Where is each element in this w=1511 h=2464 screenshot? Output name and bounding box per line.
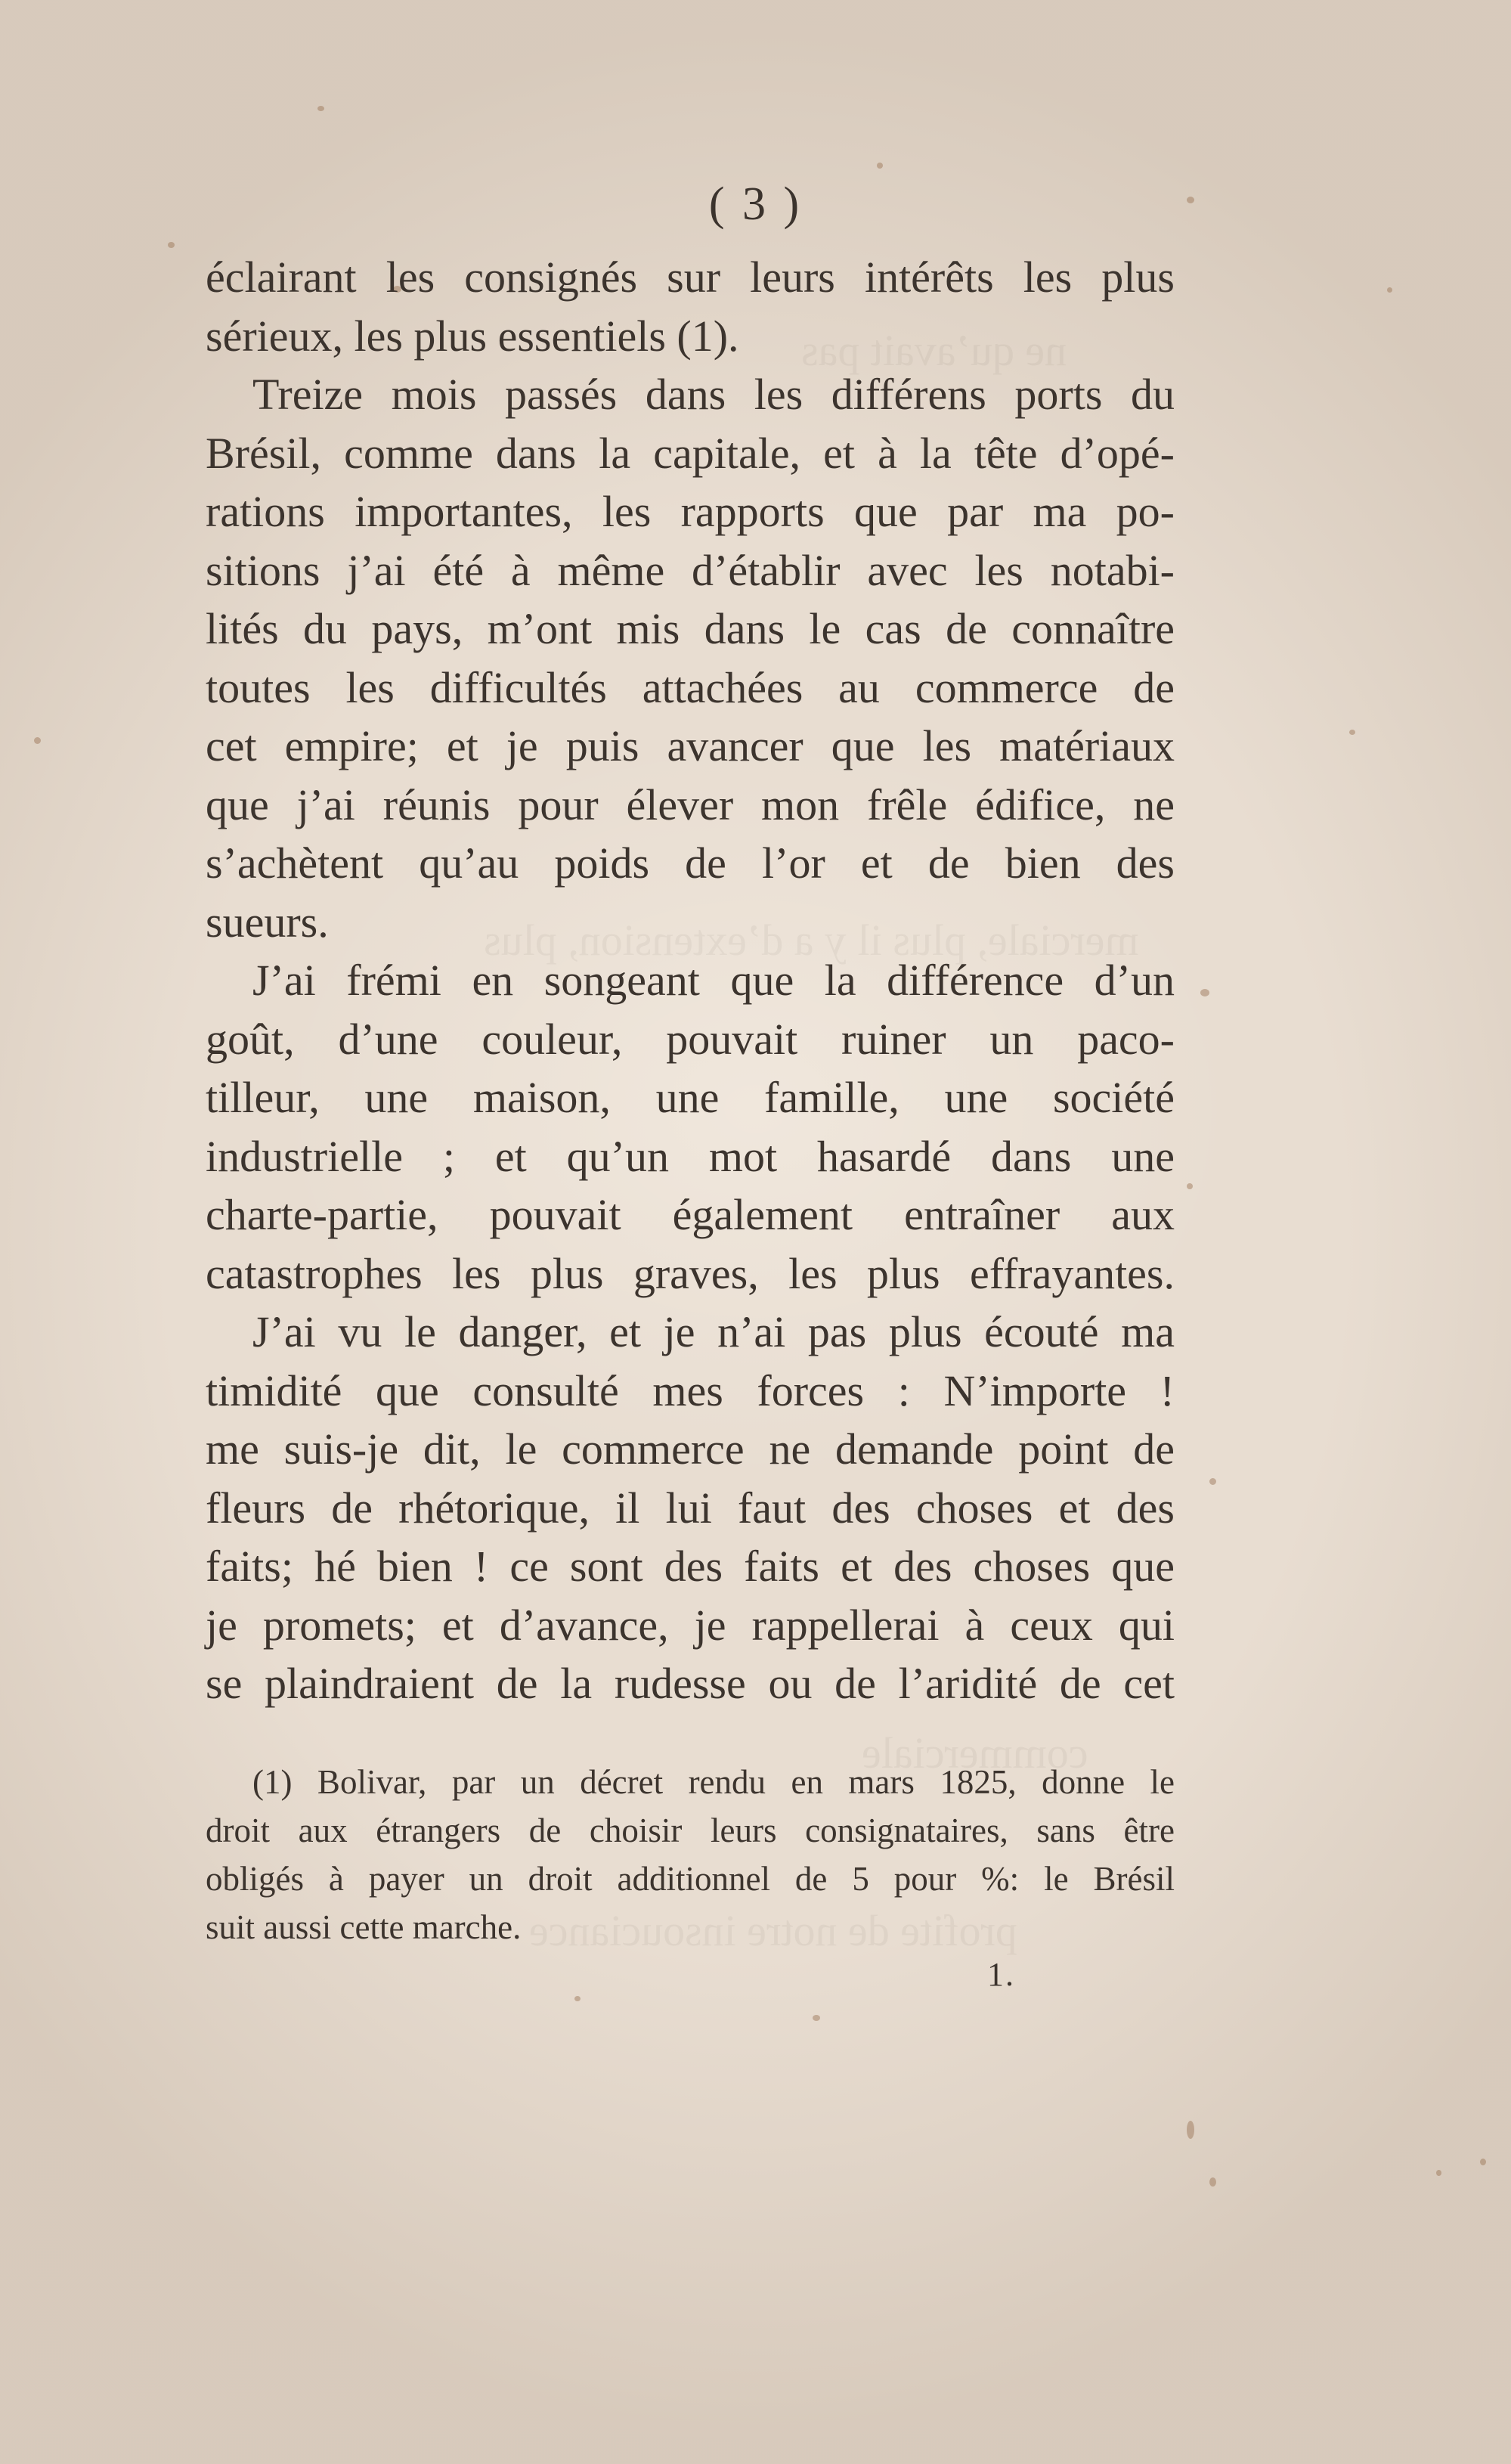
foxing-spot: [1480, 2159, 1486, 2165]
foxing-spot: [1209, 2177, 1216, 2187]
footnote-line: droit aux étrangers de choisir leurs consignataires, sans être: [206, 1812, 1175, 1849]
text-line: tilleur, une maison, une famille, une société: [206, 1073, 1175, 1122]
body-text: [206, 248, 1175, 1713]
text-line: industrielle ; et qu’un mot hasardé dans une: [206, 1131, 1175, 1181]
text-line: lités du pays, m’ont mis dans le cas de connaître: [206, 604, 1175, 653]
foxing-spot: [1387, 287, 1392, 293]
text-line: goût, d’une couleur, pouvait ruiner un paco-: [206, 1014, 1175, 1064]
bleed-through-shadow: profite de notre insouciance: [529, 1906, 1017, 1955]
text-line: fleurs de rhétorique, il lui faut des choses et des: [206, 1483, 1175, 1533]
text-line: s’achètent qu’au poids de l’or et de bien des: [206, 838, 1175, 888]
footnote-line: suit aussi cette marche.: [206, 1908, 522, 1946]
paragraph-start-line: J’ai frémi en songeant que la différence d’un: [252, 956, 1175, 1005]
foxing-spot: [1349, 730, 1355, 735]
text-line: éclairant les consignés sur leurs intérêts les plus: [206, 253, 1175, 302]
foxing-spot: [1187, 2121, 1194, 2139]
paragraph-start-line: Treize mois passés dans les différens ports du: [252, 370, 1175, 419]
text-line: Brésil, comme dans la capitale, et à la tête d’opé-: [206, 428, 1175, 478]
footnote-line: obligés à payer un droit additionnel de 5 pour %: le Brésil: [206, 1860, 1175, 1898]
foxing-spot: [34, 737, 41, 744]
text-line: se plaindraient de la rudesse ou de l’aridité de cet: [206, 1659, 1175, 1708]
foxing-spot: [1209, 1478, 1216, 1485]
text-line: toutes les difficultés attachées au commerce de: [206, 662, 1175, 712]
signature-mark: 1.: [987, 1956, 1015, 1993]
foxing-spot: [168, 242, 175, 248]
bleed-through-shadow: ne qu’avait pas: [801, 326, 1067, 375]
footnote: [206, 1758, 1175, 1951]
page-number: ( 3 ): [708, 178, 803, 230]
text-line: faits; hé bien ! ce sont des faits et des choses que: [206, 1542, 1175, 1591]
text-line: timidité que consulté mes forces : N’importe !: [206, 1365, 1175, 1415]
foxing-spot: [877, 163, 883, 169]
text-line: sueurs.: [206, 897, 329, 947]
foxing-spot: [1187, 1183, 1193, 1189]
foxing-spot: [813, 2015, 820, 2021]
footnote-line: (1) Bolivar, par un décret rendu en mars 1825, donne le: [252, 1763, 1175, 1801]
foxing-spot: [1200, 989, 1209, 996]
bleed-through-shadow: commerciale: [862, 1728, 1088, 1777]
foxing-spot: [1436, 2170, 1441, 2176]
foxing-spot: [574, 1996, 581, 2001]
paragraph-start-line: J’ai vu le danger, et je n’ai pas plus écouté ma: [252, 1307, 1175, 1356]
text-line: sérieux, les plus essentiels (1).: [206, 311, 739, 361]
foxing-spot: [317, 106, 324, 111]
text-line: charte-partie, pouvait également entraîner aux: [206, 1190, 1175, 1239]
text-line: rations importantes, les rapports que par ma po-: [206, 487, 1175, 536]
text-line: catastrophes les plus graves, les plus effrayantes.: [206, 1248, 1175, 1298]
bleed-through-shadow: merciale, plus il y a d’extension, plus: [484, 916, 1139, 965]
text-line: je promets; et d’avance, je rappellerai à ceux qui: [206, 1600, 1175, 1650]
text-line: que j’ai réunis pour élever mon frêle édifice, ne: [206, 779, 1175, 829]
text-line: cet empire; et je puis avancer que les matériaux: [206, 721, 1175, 770]
text-line: sitions j’ai été à même d’établir avec les notabi-: [206, 545, 1175, 595]
text-line: me suis-je dit, le commerce ne demande point de: [206, 1424, 1175, 1474]
